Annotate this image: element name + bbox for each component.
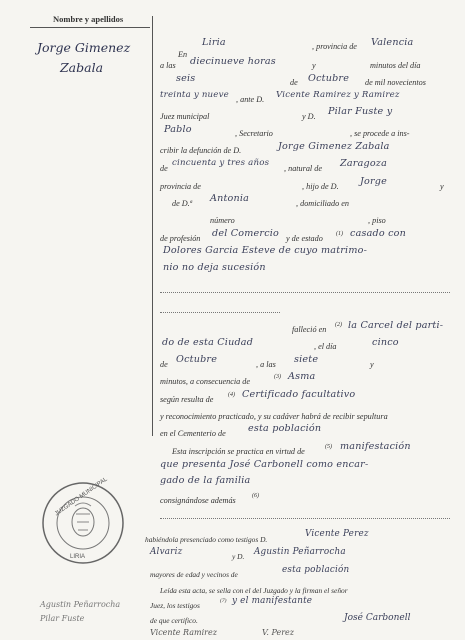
hw-certificate: Certificado facultativo bbox=[242, 389, 356, 400]
hw-declaration: manifestación bbox=[340, 441, 411, 452]
footnote-mark: (5) bbox=[325, 444, 332, 450]
blank-rule bbox=[160, 312, 280, 313]
text: Juez, los testigos bbox=[150, 601, 200, 610]
text: En bbox=[178, 50, 188, 59]
text: de que certifico. bbox=[150, 616, 198, 625]
hw-deceased: Jorge Gimenez Zabala bbox=[278, 141, 390, 152]
signature-carbonell: José Carbonell bbox=[344, 613, 411, 623]
hw-month: Octubre bbox=[308, 73, 350, 84]
hw-status: casado con bbox=[350, 228, 407, 239]
text: consignándose además bbox=[160, 496, 236, 505]
blank-rule bbox=[160, 518, 450, 519]
text: y de estado bbox=[286, 234, 323, 243]
hw-descendants: nio no deja sucesión bbox=[163, 262, 266, 273]
text: minutos, a consecuencia de bbox=[160, 377, 251, 386]
text: cribir la defunción de D. bbox=[160, 146, 242, 155]
footnote-mark: (3) bbox=[274, 374, 281, 380]
hw-spouse: Dolores Garcia Esteve de cuyo matrimo- bbox=[163, 245, 368, 256]
signature-witness-perez: V. Perez bbox=[262, 628, 294, 637]
hw-judge: Vicente Ramirez y Ramirez bbox=[276, 90, 400, 100]
hw-day: seis bbox=[176, 73, 196, 84]
hw-death-place: la Carcel del parti- bbox=[348, 320, 444, 331]
text: , Secretario bbox=[235, 129, 273, 138]
hw-father: Jorge bbox=[360, 176, 388, 187]
hw-secretary: Pilar Fuste y bbox=[328, 106, 393, 117]
hw-witness-2: Agustin Peñarrocha bbox=[254, 547, 346, 557]
hw-mother: Antonia bbox=[210, 193, 250, 204]
blank-rule bbox=[160, 292, 450, 293]
text: , domiciliado en bbox=[296, 199, 349, 208]
footnote-mark: (6) bbox=[252, 493, 259, 499]
text: falleció en bbox=[292, 325, 327, 334]
margin-heading: Nombre y apellidos bbox=[53, 14, 124, 24]
text: según resulta de bbox=[160, 395, 214, 404]
hw-place: Liria bbox=[202, 37, 226, 48]
text: y reconocimiento practicado, y su cadáver habrá de recibir sepultura bbox=[160, 412, 388, 421]
court-seal-stamp bbox=[40, 476, 126, 566]
signature-fuste: Pilar Fuste bbox=[40, 614, 85, 623]
hw-secretary-2: Pablo bbox=[164, 124, 192, 135]
hw-declarant-sign: y el manifestante bbox=[232, 596, 313, 606]
hw-cause: Asma bbox=[288, 371, 316, 382]
text: a las bbox=[160, 61, 176, 70]
hw-declarant-2: gado de la familia bbox=[160, 475, 251, 486]
text: y D. bbox=[302, 112, 316, 121]
signature-penarrocha: Agustin Peñarrocha bbox=[40, 600, 121, 609]
hw-death-place-2: do de esta Ciudad bbox=[162, 337, 254, 348]
footnote-mark: (1) bbox=[336, 231, 343, 237]
text: mayores de edad y vecinos de bbox=[150, 570, 238, 579]
text: provincia de bbox=[160, 182, 201, 191]
text: , a las bbox=[256, 360, 276, 369]
text: y bbox=[312, 61, 316, 70]
text: , natural de bbox=[284, 164, 322, 173]
margin-name-line-1: Jorge Gimenez bbox=[37, 40, 131, 55]
hw-witness-1: Vicente Perez bbox=[305, 529, 369, 539]
footnote-mark: (7) bbox=[220, 598, 227, 604]
hw-death-month: Octubre bbox=[176, 354, 218, 365]
text: , se procede a ins- bbox=[350, 129, 410, 138]
text: y bbox=[370, 360, 374, 369]
text: habiéndola presenciado como testigos D. bbox=[145, 535, 268, 544]
hw-declarant: que presenta José Carbonell como encar- bbox=[160, 459, 369, 470]
hw-hour: diecinueve horas bbox=[190, 56, 276, 67]
hw-age: cincuenta y tres años bbox=[172, 158, 270, 168]
stamp-top-text: JUZGADO MUNICIPAL bbox=[53, 476, 109, 518]
text: y D. bbox=[232, 552, 245, 561]
text: Juez municipal bbox=[160, 112, 210, 121]
hw-birthplace: Zaragoza bbox=[340, 158, 387, 169]
text: número bbox=[210, 216, 235, 225]
hw-death-hour: siete bbox=[294, 354, 319, 365]
margin-divider bbox=[152, 16, 153, 436]
hw-profession: del Comercio bbox=[212, 228, 280, 239]
hw-witness-1b: Alvariz bbox=[150, 547, 183, 557]
text: y bbox=[440, 182, 444, 191]
text: , ante D. bbox=[236, 95, 265, 104]
footnote-mark: (4) bbox=[228, 392, 235, 398]
margin-heading-rule bbox=[30, 27, 150, 28]
signature-judge: Vicente Ramirez bbox=[150, 628, 217, 637]
hw-cemetery: esta población bbox=[248, 423, 322, 434]
text: , el día bbox=[314, 342, 337, 351]
text: de bbox=[160, 360, 168, 369]
text: de mil novecientos bbox=[365, 78, 426, 87]
margin-name-line-2: Zabala bbox=[60, 60, 104, 75]
text: de profesión bbox=[160, 234, 201, 243]
text: en el Cementerio de bbox=[160, 429, 226, 438]
hw-residence: esta población bbox=[282, 565, 350, 575]
text: minutos del día bbox=[370, 61, 421, 70]
text: de D.ª bbox=[172, 199, 192, 208]
hw-death-day: cinco bbox=[372, 337, 399, 348]
text: , provincia de bbox=[312, 42, 357, 51]
text: de bbox=[160, 164, 168, 173]
text: Esta inscripción se practica en virtud de bbox=[172, 447, 305, 456]
footnote-mark: (2) bbox=[335, 322, 342, 328]
text: , piso bbox=[368, 216, 386, 225]
stamp-bottom-text: LIRIA bbox=[70, 554, 86, 560]
hw-year: treinta y nueve bbox=[160, 90, 229, 100]
hw-province: Valencia bbox=[371, 37, 414, 48]
text: Leída esta acta, se sella con el del Juzgado y la firman el señor bbox=[160, 586, 348, 595]
text: de bbox=[290, 78, 298, 87]
text: , hijo de D. bbox=[302, 182, 339, 191]
